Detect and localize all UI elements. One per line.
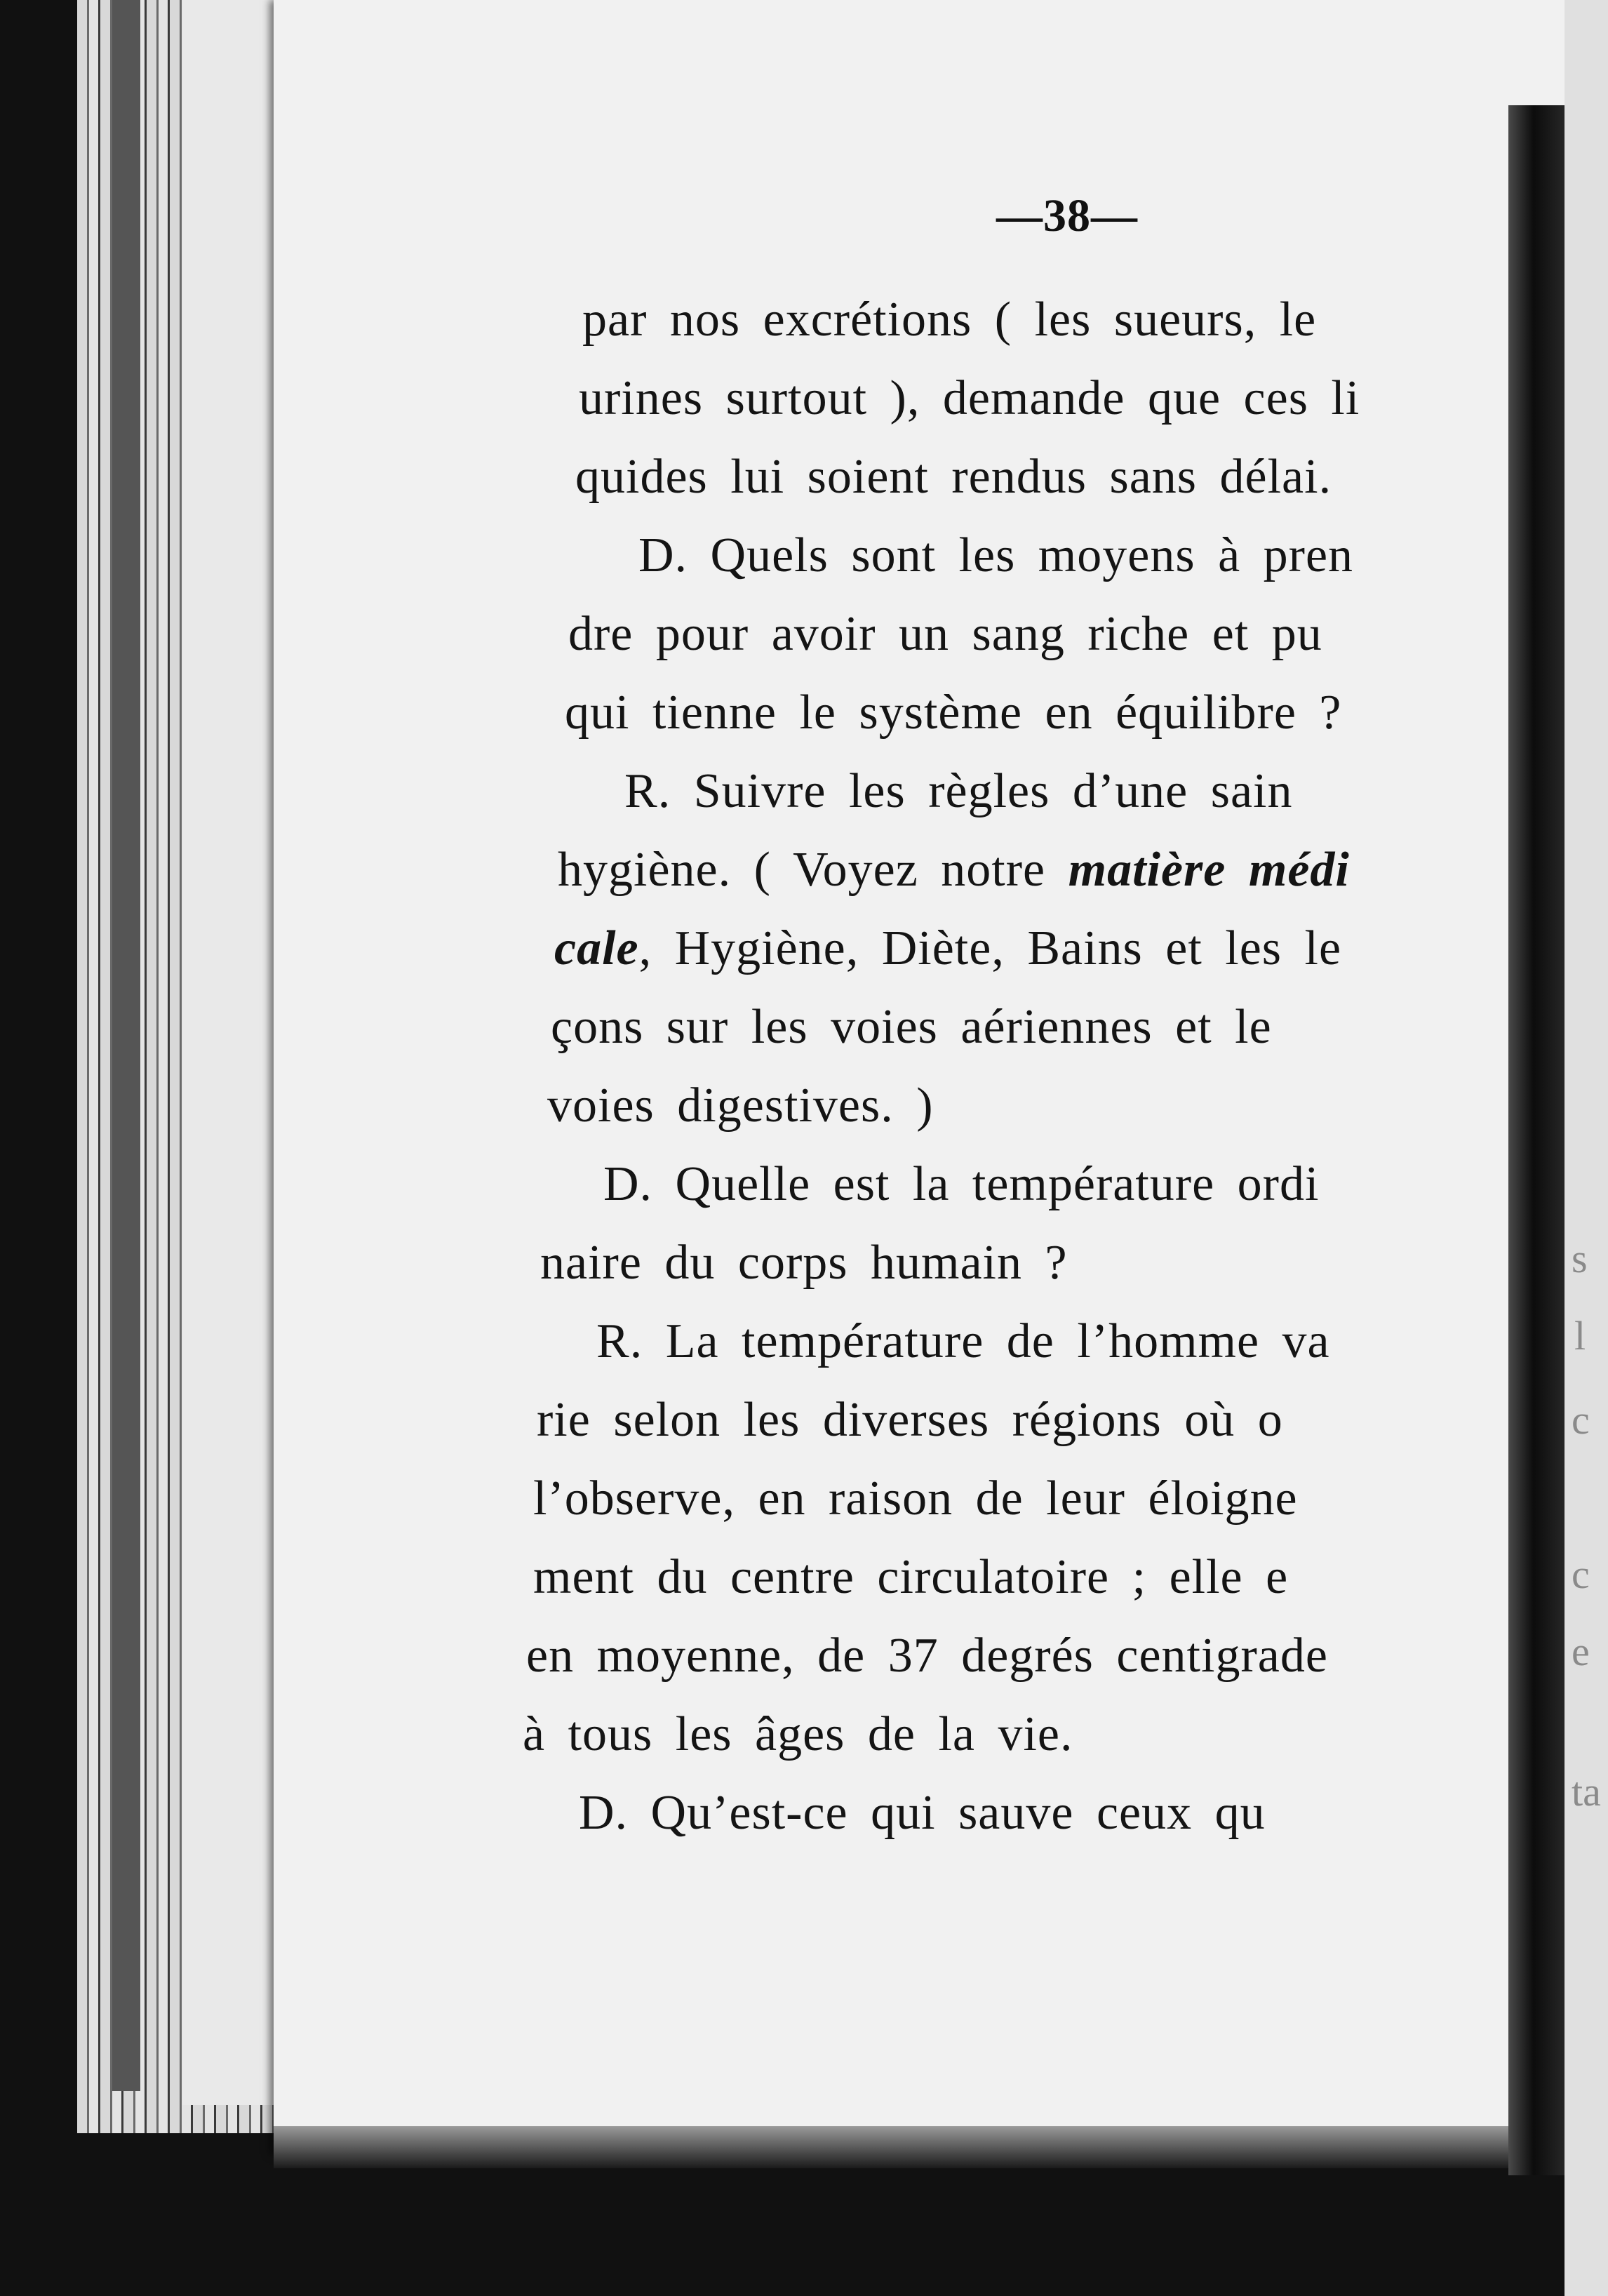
facing-page-letter: c xyxy=(1572,1551,1590,1597)
italic-fragment: cale xyxy=(554,921,639,975)
text-line: par nos excrétions ( les sueurs, le xyxy=(582,293,1317,347)
facing-page-letter: ta xyxy=(1572,1769,1601,1815)
text-line: à tous les âges de la vie. xyxy=(523,1707,1073,1761)
page-bottom-shadow xyxy=(274,2126,1593,2168)
text-fragment: hygiène. ( Voyez notre xyxy=(558,843,1046,897)
book-page-edges-dark xyxy=(112,0,140,2091)
text-fragment: , Hygiène, Diète, Bains et les le xyxy=(638,921,1342,975)
facing-page-strip xyxy=(1565,0,1608,2296)
question-line: D. Quelle est la température ordi xyxy=(603,1157,1320,1211)
answer-line: R. La température de l’homme va xyxy=(596,1314,1330,1368)
text-line xyxy=(533,909,1550,988)
text-line: voies digestives. ) xyxy=(547,1079,934,1133)
italic-fragment: médi xyxy=(1248,843,1350,897)
body-text xyxy=(523,281,1550,1853)
facing-page-letter: c xyxy=(1572,1397,1590,1443)
facing-page-letter: e xyxy=(1572,1629,1590,1674)
question-line: D. Qu’est-ce qui sauve ceux qu xyxy=(579,1786,1266,1840)
text-line: naire du corps humain ? xyxy=(540,1236,1068,1290)
facing-page-letter: l xyxy=(1574,1313,1586,1359)
page-number: —38— xyxy=(996,190,1138,241)
text-line: quides lui soient rendus sans délai. xyxy=(575,450,1332,504)
text-line xyxy=(533,831,1550,909)
text-line: urines surtout ), demande que ces li xyxy=(579,371,1360,425)
text-line: ment du centre circulatoire ; elle e xyxy=(533,1550,1289,1604)
answer-line: R. Suivre les règles d’une sain xyxy=(624,764,1293,818)
text-line: en moyenne, de 37 degrés centigrade xyxy=(526,1629,1328,1683)
text-line: qui tienne le système en équilibre ? xyxy=(565,686,1342,740)
italic-fragment: matière xyxy=(1068,843,1226,897)
facing-page-letter: s xyxy=(1572,1236,1588,1281)
text-line: rie selon les diverses régions où o xyxy=(537,1393,1283,1447)
text-line: çons sur les voies aériennes et le xyxy=(551,1000,1272,1054)
text-line: dre pour avoir un sang riche et pu xyxy=(568,607,1322,661)
text-line: l’observe, en raison de leur éloigne xyxy=(533,1471,1298,1526)
question-line: D. Quels sont les moyens à pren xyxy=(638,528,1354,582)
